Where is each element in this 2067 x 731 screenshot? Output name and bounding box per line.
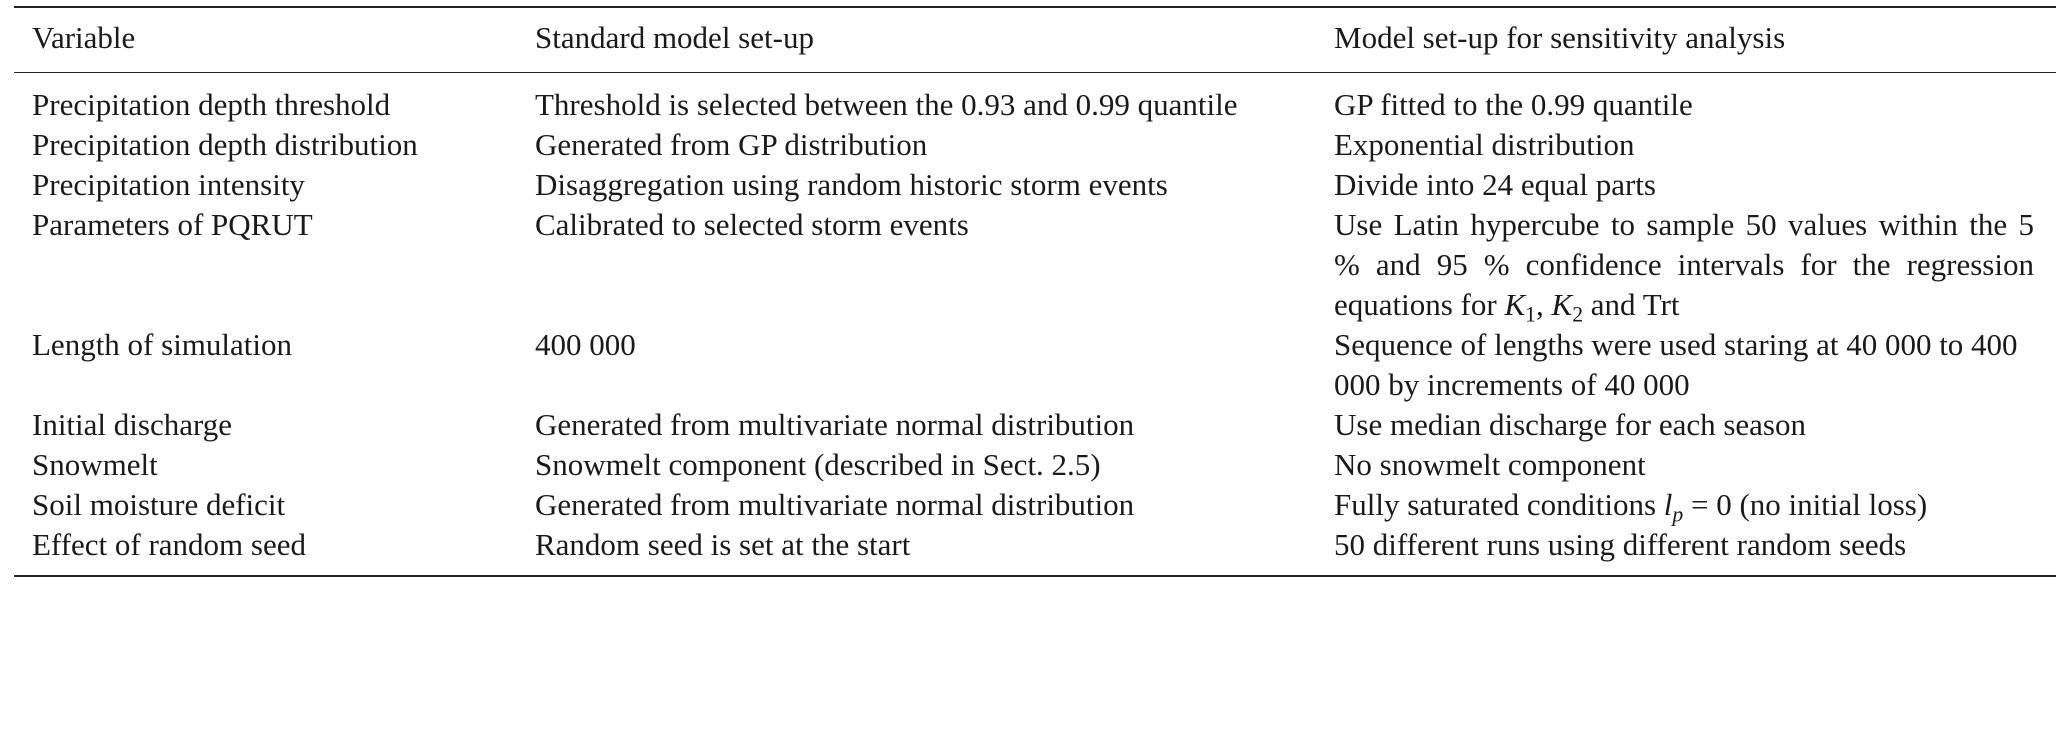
cell-standard: Random seed is set at the start xyxy=(533,525,1332,576)
lp-symbol: l xyxy=(1663,487,1673,522)
header-standard: Standard model set-up xyxy=(533,7,1332,73)
table-row xyxy=(14,325,2056,405)
model-setup-table xyxy=(14,6,2056,577)
cell-sensitivity: GP fitted to the 0.99 quantile xyxy=(1334,87,1693,122)
cell-standard: Generated from multivariate normal distribution xyxy=(535,407,1135,442)
cell-standard: Disaggregation using random historic storm events xyxy=(535,167,1168,202)
cell-sensitivity: No snowmelt component xyxy=(1334,447,1646,482)
cell-sensitivity: 50 different runs using different random seeds xyxy=(1332,525,2056,576)
cell-variable: Precipitation depth threshold xyxy=(32,87,391,122)
table-row xyxy=(14,485,2056,525)
table-row xyxy=(14,73,2056,126)
cell-sensitivity: Use median discharge for each season xyxy=(1334,407,1806,442)
sensitivity-tail: and Trt xyxy=(1590,287,1680,322)
table-row xyxy=(14,525,2056,576)
table-row xyxy=(14,165,2056,205)
cell-variable: Effect of random seed xyxy=(14,525,533,576)
header-variable: Variable xyxy=(14,7,533,73)
header-row xyxy=(14,7,2056,73)
table-body xyxy=(14,73,2056,577)
cell-standard: Snowmelt component (described in Sect. 2.5) xyxy=(535,447,1101,482)
table-row xyxy=(14,405,2056,445)
cell-sensitivity xyxy=(1332,205,2056,325)
cell-variable: Soil moisture deficit xyxy=(32,487,286,522)
table-row xyxy=(14,205,2056,325)
sensitivity-text: Use Latin hypercube to sample 50 values within the 5 % and 95 % confidence intervals for the regression equations for xyxy=(1334,207,2034,322)
cell-sensitivity: Sequence of lengths were used staring at 40 000 to 400 000 by increments of 40 000 xyxy=(1334,327,2018,402)
cell-variable: Length of simulation xyxy=(32,327,293,362)
cell-standard: 400 000 xyxy=(535,327,636,362)
k2-subscript: 2 xyxy=(1572,302,1584,327)
header-sensitivity: Model set-up for sensitivity analysis xyxy=(1332,7,2056,73)
cell-sensitivity xyxy=(1332,485,2056,525)
k1-symbol: K xyxy=(1504,287,1526,322)
cell-standard: Generated from multivariate normal distribution xyxy=(535,487,1135,522)
k2-symbol: K xyxy=(1551,287,1573,322)
cell-standard: Calibrated to selected storm events xyxy=(535,207,969,242)
sensitivity-tail: (no initial loss) xyxy=(1739,487,1928,522)
lp-equation: = 0 xyxy=(1691,487,1732,522)
cell-sensitivity: Divide into 24 equal parts xyxy=(1334,167,1656,202)
k1-subscript: 1 xyxy=(1525,302,1536,327)
sensitivity-text: Fully saturated conditions xyxy=(1334,487,1657,522)
cell-variable: Snowmelt xyxy=(32,447,158,482)
cell-variable: Precipitation depth distribution xyxy=(32,127,418,162)
cell-variable: Initial discharge xyxy=(32,407,233,442)
cell-standard: Threshold is selected between the 0.93 and 0.99 quantile xyxy=(535,87,1238,122)
k-separator: , xyxy=(1536,287,1544,322)
cell-variable: Parameters of PQRUT xyxy=(32,207,313,242)
table-row xyxy=(14,125,2056,165)
cell-sensitivity: Exponential distribution xyxy=(1334,127,1635,162)
lp-subscript: p xyxy=(1672,502,1684,527)
table-row xyxy=(14,445,2056,485)
cell-standard: Generated from GP distribution xyxy=(535,127,928,162)
cell-variable: Precipitation intensity xyxy=(32,167,305,202)
table-header xyxy=(14,7,2056,73)
